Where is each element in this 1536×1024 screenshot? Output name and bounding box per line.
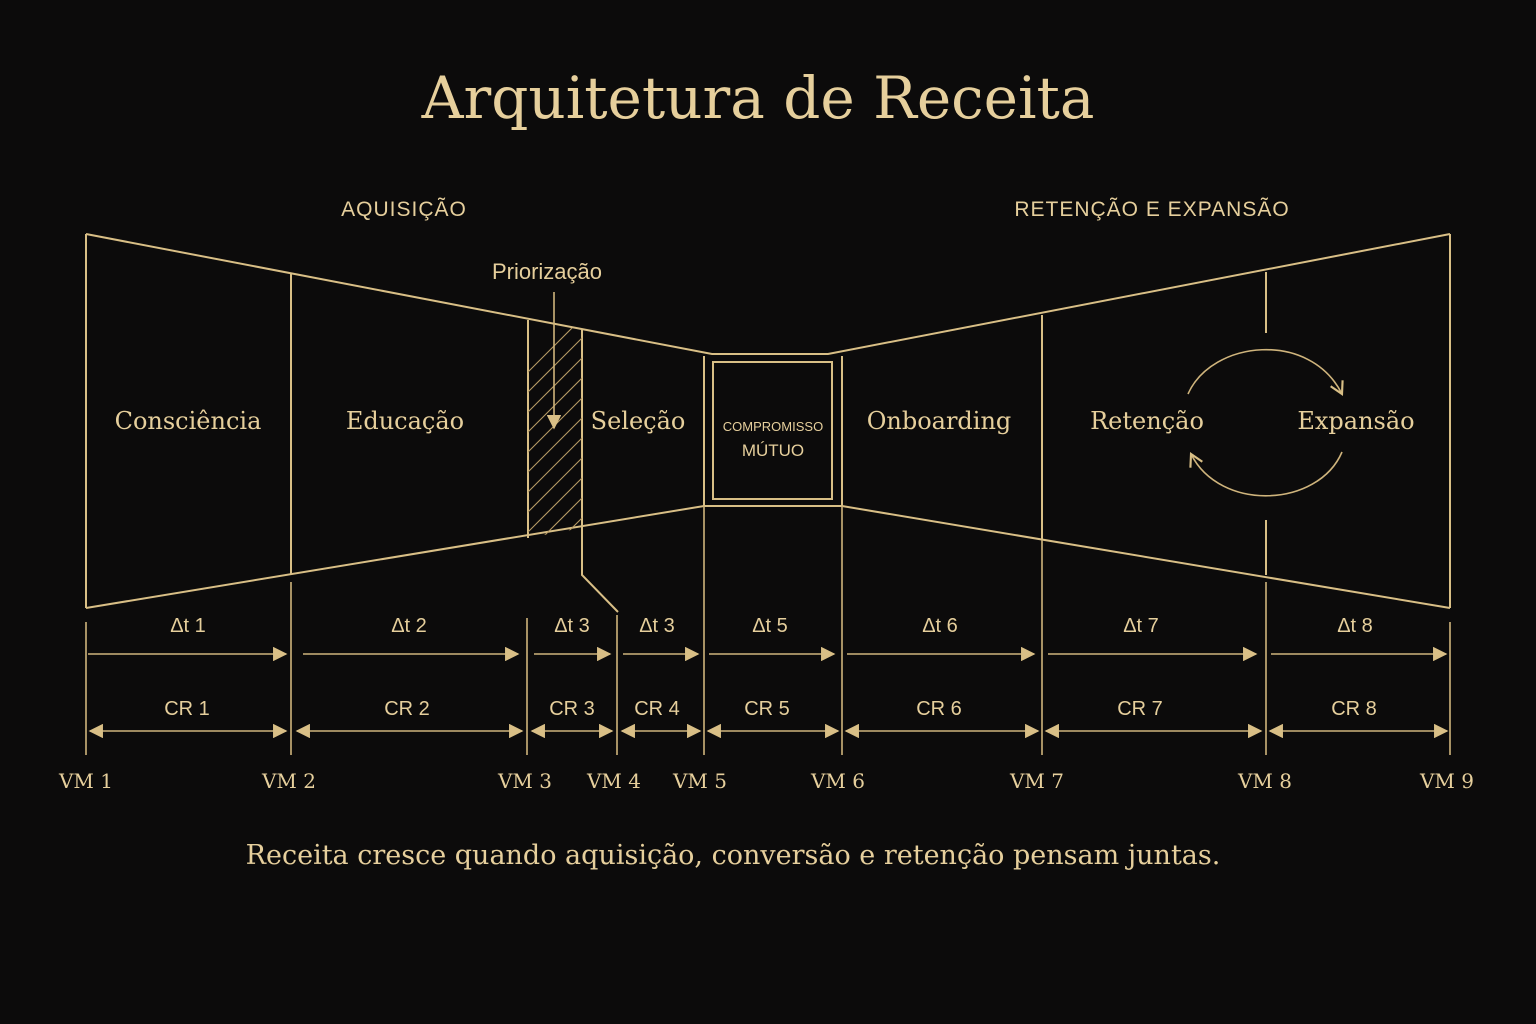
section-retention-heading: RETENÇÃO E EXPANSÃO [1014,198,1290,221]
stage-retencao: Retenção [1090,407,1204,435]
vm-label-8: VM 8 [1237,769,1293,793]
dt-label-1: Δt 1 [170,615,206,637]
cr-label-7: CR 7 [1117,698,1163,720]
vm-label-6: VM 6 [810,769,866,793]
vm-label-4: VM 4 [586,769,642,793]
prioritization-hatch [500,260,640,660]
dt-label-4: Δt 3 [639,615,675,637]
stage-selecao: Seleção [590,407,686,435]
dt-label-6: Δt 6 [922,615,958,637]
dt-label-8: Δt 8 [1337,615,1373,637]
mutual-commitment-line1: COMPROMISSO [722,419,824,434]
cr-label-2: CR 2 [384,698,430,720]
stage-expansao: Expansão [1297,407,1415,435]
cr-label-1: CR 1 [164,698,210,720]
conversion-rate-labels [164,698,1377,720]
divider-vm4 [582,330,618,612]
milestone-labels [58,769,1474,793]
footer-tagline: Receita cresce quando aquisição, conversão e retenção pensam juntas. [245,840,1221,871]
page-title: Arquitetura de Receita [421,64,1095,132]
dt-label-7: Δt 7 [1123,615,1159,637]
cr-label-8: CR 8 [1331,698,1377,720]
cr-label-4: CR 4 [634,698,680,720]
prioritization-label: Priorização [491,259,603,284]
stage-onboarding: Onboarding [866,407,1012,435]
vm-label-9: VM 9 [1419,769,1475,793]
section-acquisition-heading: AQUISIÇÃO [341,198,467,221]
cr-label-6: CR 6 [916,698,962,720]
vm-label-3: VM 3 [497,769,553,793]
vm-label-7: VM 7 [1009,769,1065,793]
stage-educacao: Educação [345,407,465,435]
dt-label-3: Δt 3 [554,615,590,637]
mutual-commitment-line2: MÚTUO [741,441,805,460]
vm-label-1: VM 1 [58,769,114,793]
dt-label-5: Δt 5 [752,615,788,637]
dt-label-2: Δt 2 [391,615,427,637]
vm-label-5: VM 5 [672,769,728,793]
time-interval-labels [170,615,1373,637]
cr-label-3: CR 3 [549,698,595,720]
vm-label-2: VM 2 [261,769,317,793]
cr-label-5: CR 5 [744,698,790,720]
stage-consciencia: Consciência [114,407,262,435]
